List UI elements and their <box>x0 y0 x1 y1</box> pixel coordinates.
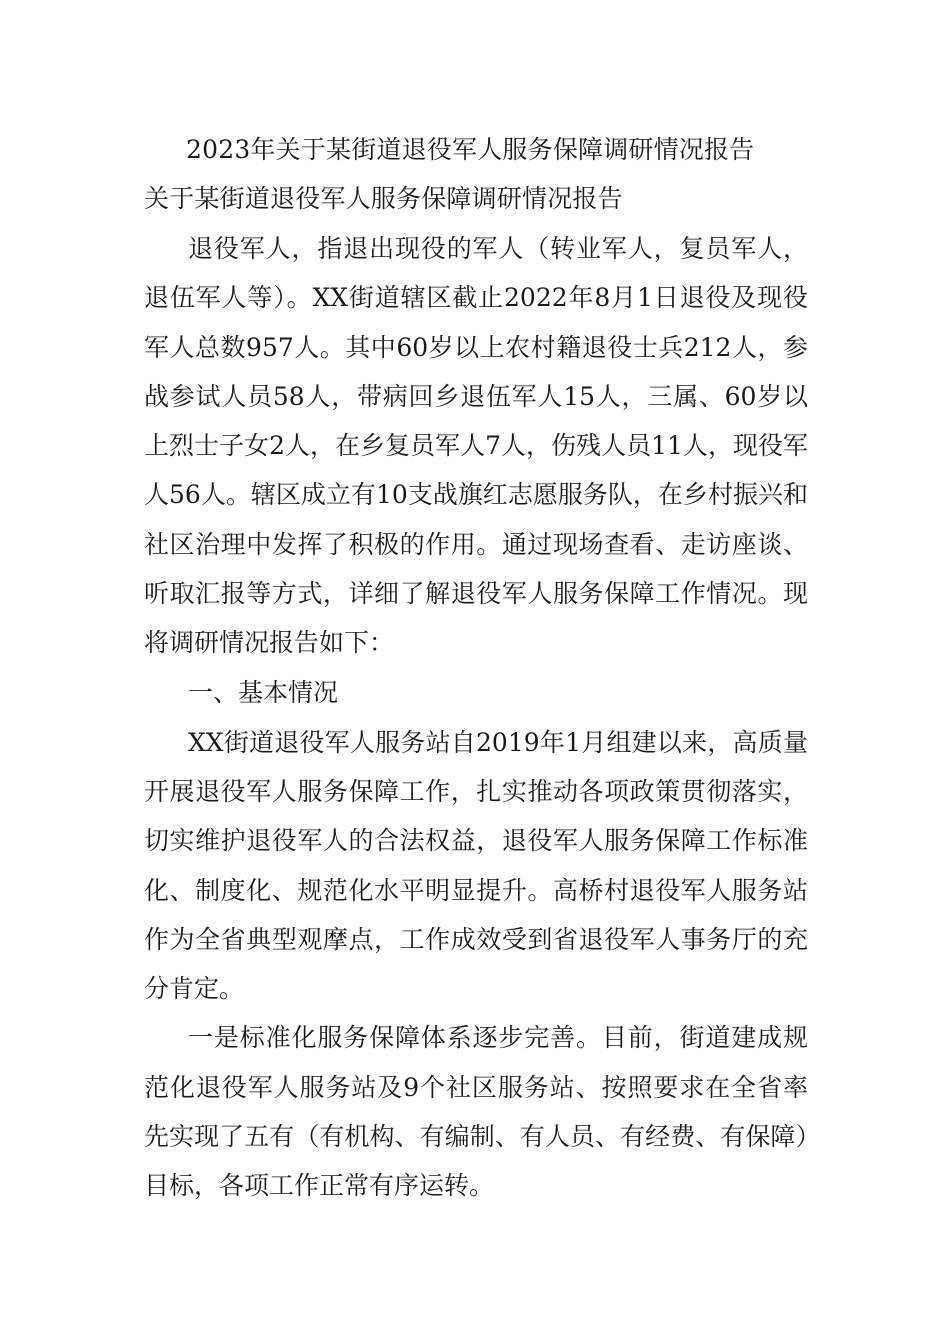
document-title: 2023年关于某街道退役军人服务保障调研情况报告 <box>186 135 755 164</box>
document-subtitle: 关于某街道退役军人服务保障调研情况报告 <box>144 184 623 213</box>
document-page <box>144 126 808 1211</box>
section-paragraph-service-station: XX街道退役军人服务站自2019年1月组建以来，高质量开展退役军人服务保障工作，扎实推动各项政策贯彻落实，切实维护退役军人的合法权益，退役军人服务保障工作标准化、制度化、规范化水平明显提升。高桥村退役军人服务站作为全省典型观摩点，工作成效受到省退役军人事务厅的充分肯定。 <box>144 727 808 1004</box>
intro-paragraph: 退役军人，指退出现役的军人（转业军人，复员军人，退伍军人等）。XX街道辖区截止2022年8月1日退役及现役军人总数957人。其中60岁以上农村籍退役士兵212人，参战参试人员58人，带病回乡退伍军人15人，三属、60岁以上烈士子女2人，在乡复员军人7人，伤残人员11人，现役军人56人。辖区成立有10支战旗红志愿服务队，在乡村振兴和社区治理中发挥了积极的作用。通过现场查看、走访座谈、听取汇报等方式，详细了解退役军人服务保障工作情况。现将调研情况报告如下： <box>144 234 808 658</box>
section-heading-basic-situation: 一、基本情况 <box>188 677 339 707</box>
point-paragraph-standardization: 一是标准化服务保障体系逐步完善。目前，街道建成规范化退役军人服务站及9个社区服务站、按照要求在全省率先实现了五有（有机构、有编制、有人员、有经费、有保障）目标，各项工作正常有序运转。 <box>144 1023 808 1201</box>
